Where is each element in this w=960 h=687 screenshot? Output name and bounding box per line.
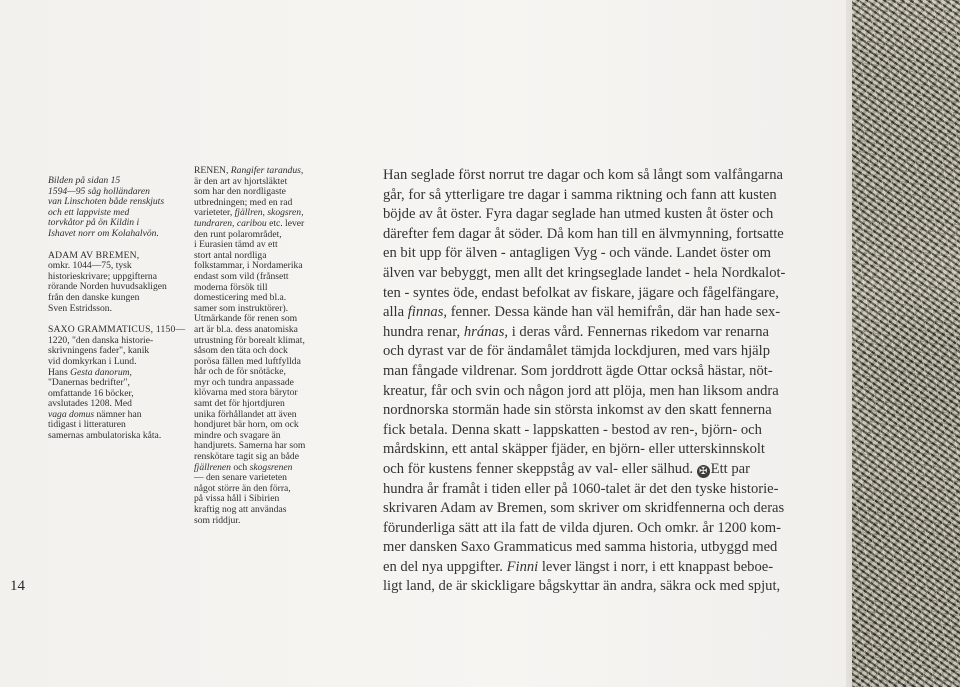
note-line: Sven Estridsson.: [48, 302, 112, 314]
note-line: art är bl.a. dess anatomiska: [194, 323, 298, 335]
note-renen: [194, 166, 334, 526]
body-line: en bit upp för älven - antagligen Vyg - och vände. Landet öster om: [383, 245, 771, 262]
note-line: i Eurasien tämd av ett: [194, 239, 278, 251]
note-line: från den danske kungen: [48, 291, 140, 303]
note-line: som har den nordligaste: [194, 186, 286, 198]
note-adam-av-bremen: [48, 251, 188, 315]
image-caption: [48, 176, 188, 240]
note-line: skrivningens fader", kanik: [48, 345, 150, 357]
note-line: samernas ambulatoriska kåta.: [48, 430, 162, 442]
body-line: och dyrast var de för ändamålet tämjda lockdjuren, med vars hjälp: [383, 343, 770, 360]
body-line: man fångade vildrenar. Som jorddrott ägde Ottar också hästar, nöt-: [383, 362, 773, 379]
note-line: hondjuret bär horn, om ock: [194, 419, 299, 431]
engraving-illustration: [852, 0, 960, 687]
note-line: tidigast i litteraturen: [48, 419, 126, 431]
note-line: unika förhållandet att även: [194, 408, 297, 420]
note-line: Utmärkande för renen som: [194, 313, 298, 325]
body-line: förunderliga sätt att ila fatt de vilda djuren. Och omkr. år 1200 kom-: [383, 519, 781, 536]
note-line: Hans Gesta danorum,: [48, 366, 132, 378]
caption-line: Ishavet norr om Kolahalvön.: [48, 227, 159, 239]
caption-line: 1594—95 såg holländaren: [48, 185, 150, 197]
note-line: klövarna med stora bärytor: [194, 387, 298, 399]
note-line: omfattande 16 böcker,: [48, 387, 134, 399]
body-line: en del nya uppgifter. Finni lever längst i norr, i ett knappast beboe-: [383, 558, 774, 575]
note-line: historieskrivare; uppgifterna: [48, 270, 157, 282]
note-line: avslutades 1208. Med: [48, 398, 132, 410]
body-line: böjde av åt öster. Fyra dagar seglade han utmed kusten åt öster och: [383, 206, 774, 223]
note-line: RENEN, Rangifer tarandus,: [194, 165, 304, 176]
note-line: myr och tundra anpassade: [194, 376, 294, 388]
note-line: endast som vild (frånsett: [194, 270, 289, 282]
note-line: samt det för hjortdjuren: [194, 398, 285, 410]
note-line: vid domkyrkan i Lund.: [48, 355, 137, 367]
note-line: "Danernas bedrifter",: [48, 377, 130, 389]
body-text: [383, 166, 793, 597]
body-line: mer dansken Saxo Grammaticus med samma historia, utbyggd med: [383, 539, 778, 556]
note-line: renskötare tagit sig an både: [194, 451, 299, 463]
body-line: mårdskinn, ett antal skäpper fjäder, en björn- eller utterskinnskolt: [383, 441, 765, 458]
note-line: utrustning för borealt klimat,: [194, 334, 305, 346]
note-saxo-grammaticus: [48, 325, 188, 442]
body-line: hundra år framåt i tiden eller på 1060-talet är det den tyske historie-: [383, 480, 779, 497]
note-line: på vissa håll i Sibirien: [194, 493, 280, 505]
body-line: fick betala. Denna skatt - lappskatten - bestod av ren-, björn- och: [383, 421, 762, 438]
note-line: 1220, "den danska historie-: [48, 334, 154, 346]
note-line: hår och de för snötäcke,: [194, 366, 286, 378]
note-line: mindre och svagare än: [194, 429, 281, 441]
note-line: rörande Norden huvudsakligen: [48, 281, 167, 293]
body-line: skrivaren Adam av Bremen, som skriver om skridfennerna och deras: [383, 500, 785, 517]
body-line: kreatur, får och svin och någon jord att plöja, men han liksom andra: [383, 382, 779, 399]
body-line: alla finnas, fenner. Dessa kände han väl hemifrån, där han hade sex-: [383, 304, 781, 321]
caption-line: van Linschoten både renskjuts: [48, 196, 165, 208]
body-line: går, for så ytterligare tre dagar i samma riktning och fann att kusten: [383, 186, 777, 203]
note-line: domesticering med bl.a.: [194, 292, 287, 304]
body-line: älven var bebyggt, men allt det kringseglade landet - hela Nordkalot-: [383, 264, 786, 281]
body-line: ten - syntes öde, endast befolkat av fiskare, jägare och fågelfängare,: [383, 284, 779, 301]
note-line: moderna försök till: [194, 281, 268, 293]
margin-mark-icon: ✠: [697, 465, 710, 478]
page-number: 14: [10, 578, 25, 594]
note-line: folkstammar, i Nordamerika: [194, 260, 303, 272]
note-line: SAXO GRAMMATICUS, 1150—: [48, 324, 186, 336]
note-line: samer som instruktörer).: [194, 302, 289, 314]
note-line: stort antal nordliga: [194, 249, 267, 261]
body-line: och för kustens fenner skeppståg av val- eller sälhud. ✠ Ett par: [383, 460, 750, 477]
body-line: därefter fem dagar åt söder. Då kom han till en älvmynning, fortsatte: [383, 225, 784, 242]
caption-line: Bilden på sidan 15: [48, 175, 121, 186]
note-line: som riddjur.: [194, 514, 241, 526]
caption-line: torvkåtor på ön Kildin i: [48, 217, 140, 229]
note-line: — den senare varieteten: [194, 472, 287, 484]
note-line: tundraren, caribou etc. lever: [194, 217, 305, 229]
note-line: den runt polarområdet,: [194, 228, 282, 240]
note-line: fjällrenen och skogsrenen: [194, 461, 293, 473]
body-line: nordnorska stormän hade sin största inkomst av den skatt fennerna: [383, 402, 772, 419]
note-line: omkr. 1044—75, tysk: [48, 260, 132, 272]
note-line: är den art av hjortsläktet: [194, 175, 288, 187]
note-line: kraftig nog att användas: [194, 504, 287, 515]
note-line: utbredningen; med en rad: [194, 196, 293, 208]
body-line-with-mark: [383, 460, 793, 480]
note-line: något större än den förra,: [194, 482, 291, 494]
body-line: ligt land, de är skickligare bågskyttar än andra, säkra ock med spjut,: [383, 578, 781, 595]
note-line: såsom den täta och dock: [194, 345, 288, 357]
note-line: vaga domus nämner han: [48, 408, 142, 420]
note-line: porösa fällen med luftfyllda: [194, 355, 301, 367]
body-line: Han seglade först norrut tre dagar och kom så långt som valfångarna: [383, 167, 783, 183]
body-line: hundra renar, hránas, i deras vård. Fennernas rikedom var renarna: [383, 323, 770, 340]
caption-line: och ett lappviste med: [48, 206, 130, 218]
note-line: handjurets. Samerna har som: [194, 440, 306, 452]
caption-column: [48, 176, 188, 453]
note-line: varieteter, fjällren, skogsren,: [194, 207, 304, 219]
note-line: ADAM AV BREMEN,: [48, 249, 140, 261]
